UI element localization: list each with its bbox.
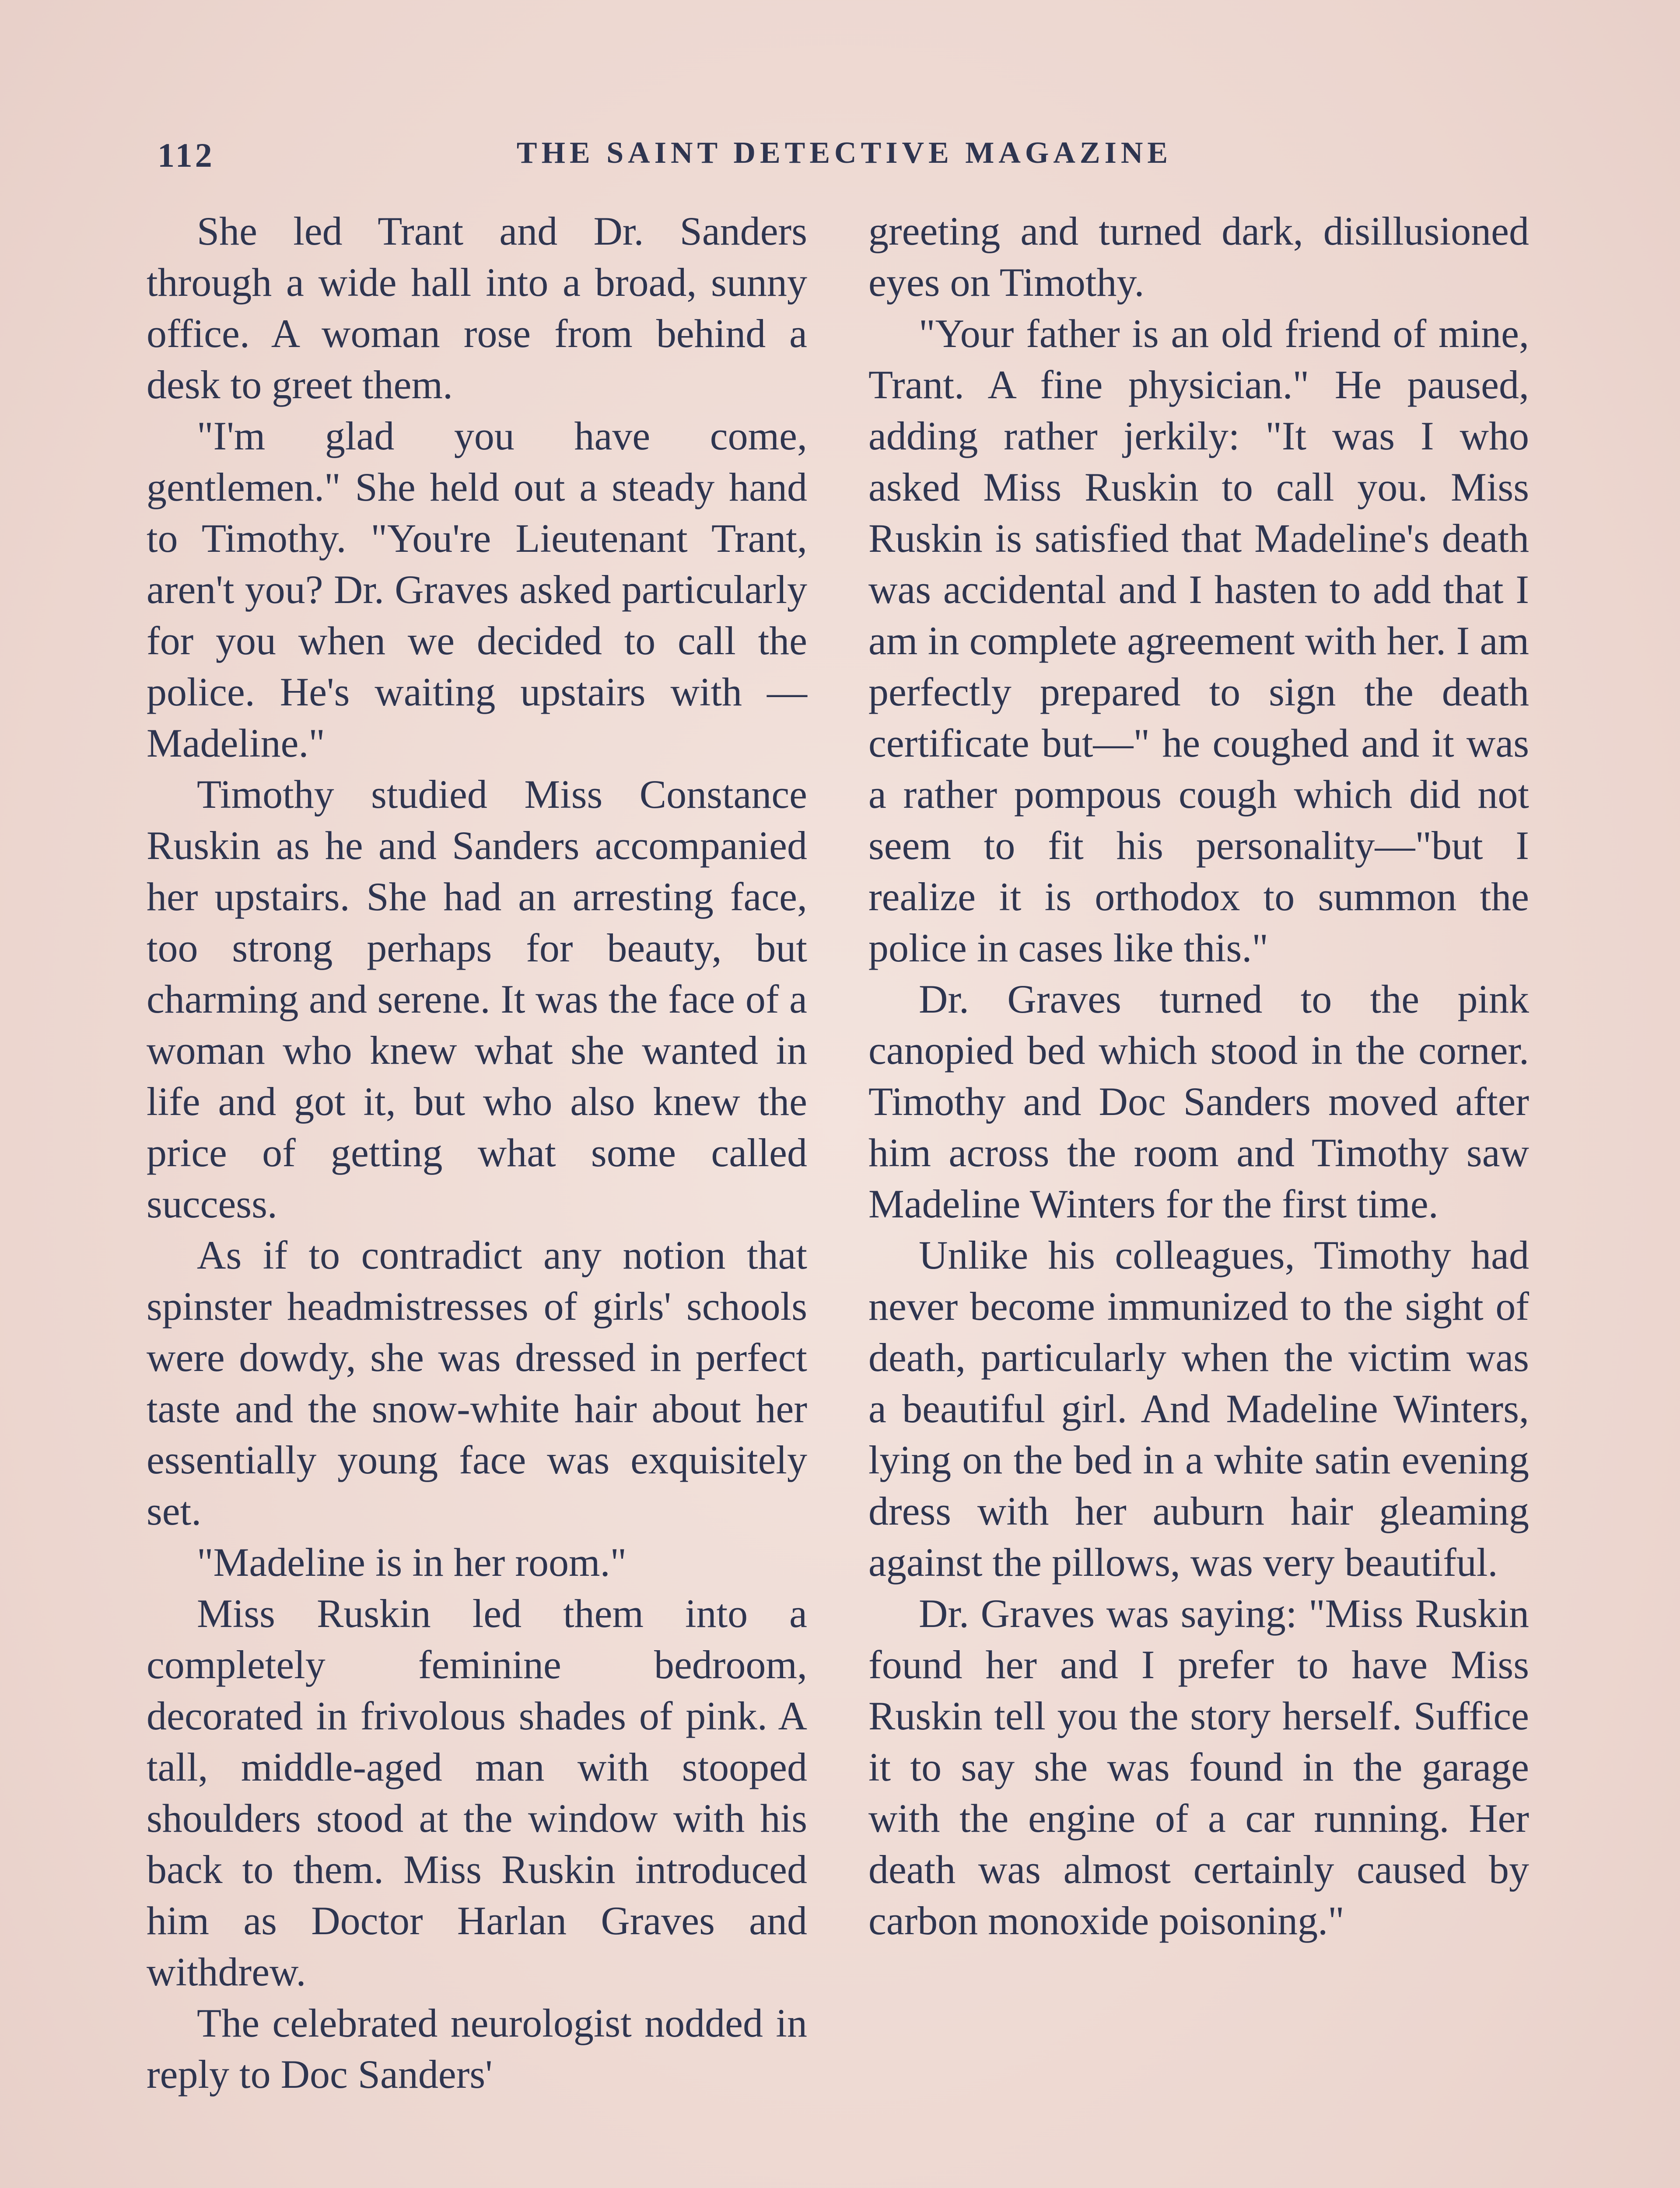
paragraph: The celebrated neurologist nodded in reply to Doc Sanders' <box>147 2001 807 2097</box>
paragraph: "Madeline is in her room." <box>197 1540 627 1585</box>
left-column <box>147 206 807 2100</box>
page-header <box>144 131 1544 184</box>
paragraph: Dr. Graves turned to the pink canopied bed which stood in the corner. Timothy and Doc Sanders moved after him across the room and Timothy saw Madeline Winters for the first time. <box>868 977 1529 1226</box>
paragraph: Miss Ruskin led them into a completely feminine bedroom, decorated in frivolous shades of pink. A tall, middle-aged man with stooped shoulders stood at the window with his back to them. Miss Ruskin introduced him as Doctor Harlan Graves and withdrew. <box>147 1591 807 1994</box>
paragraph: Dr. Graves was saying: "Miss Ruskin found her and I prefer to have Miss Ruskin tell you the story herself. Suffice it to say she was found in the garage with the engine of a car running. Her death was almost certainly caused by carbon monoxide poisoning." <box>868 1591 1529 1943</box>
paragraph: "Your father is an old friend of mine, Trant. A fine physician." He paused, adding rather jerkily: "It was I who asked Miss Ruskin to call you. Miss Ruskin is satisfied that Madeline's death was accidental and I hasten to add that I am in complete agreement with her. I am perfectly prepared to sign the death certificate but—" he coughed and it was a rather pompous cough which did not seem to fit his personality—"but I realize it is orthodox to summon the police in cases like this." <box>868 311 1529 970</box>
right-column <box>868 206 1529 1946</box>
paragraph: As if to contradict any notion that spinster headmistresses of girls' schools were dowdy, she was dressed in perfect taste and the snow-white hair about her essentially young face was exquisitely set. <box>147 1233 807 1533</box>
paragraph: Unlike his colleagues, Timothy had never become immunized to the sight of death, particularly when the victim was a beautiful girl. And Madeline Winters, lying on the bed in a white satin evening dress with her auburn hair gleaming against the pillows, was very beautiful. <box>868 1233 1529 1585</box>
running-title: THE SAINT DETECTIVE MAGAZINE <box>516 136 1172 170</box>
paragraph: Timothy studied Miss Constance Ruskin as he and Sanders accompanied her upstairs. She had an arresting face, too strong perhaps for beauty, but charming and serene. It was the face of a woman who knew what she wanted in life and got it, but who also knew the price of getting what some called success. <box>147 772 807 1226</box>
paragraph: "I'm glad you have come, gentlemen." She held out a steady hand to Timothy. "You're Lieutenant Trant, aren't you? Dr. Graves asked particularly for you when we decided to call the police. He's waiting upstairs with —Madeline." <box>147 414 807 765</box>
paragraph: She led Trant and Dr. Sanders through a wide hall into a broad, sunny office. A woman rose from behind a desk to greet them. <box>147 209 807 407</box>
paragraph: greeting and turned dark, disillusioned eyes on Timothy. <box>868 209 1529 305</box>
page-number: 112 <box>158 136 215 174</box>
